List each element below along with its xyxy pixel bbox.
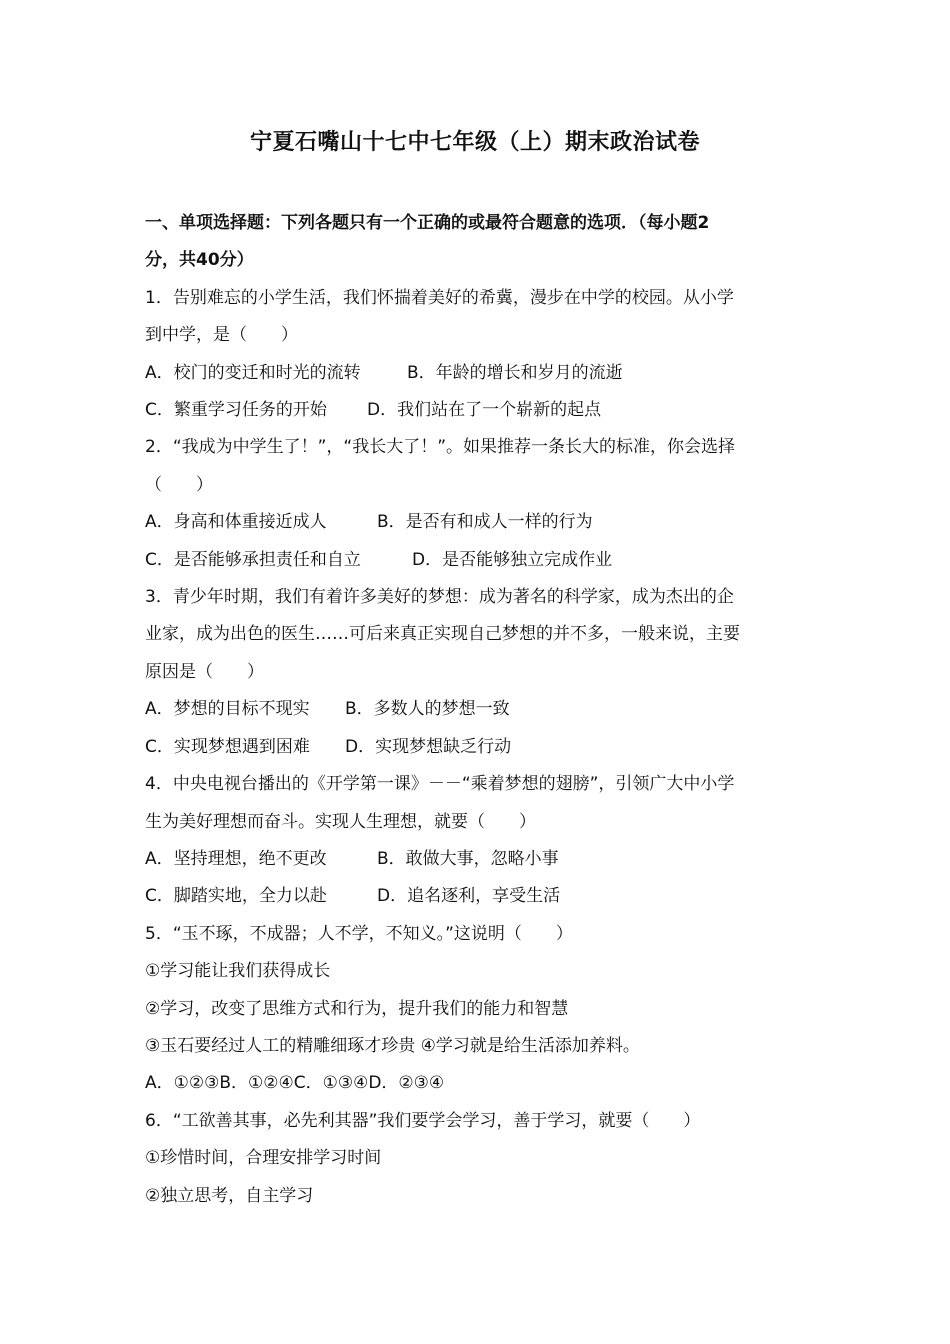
question-3-options-ab <box>145 691 810 728</box>
question-6-item-1: ①珍惜时间，合理安排学习时间 <box>145 1148 382 1169</box>
question-2-stem-cont: （ ） <box>145 474 213 495</box>
question-4-options-cd <box>145 878 810 915</box>
question-5-stem: 5．“玉不琢，不成器；人不学，不知义。”这说明（ ） <box>145 923 573 944</box>
question-4-options-ab <box>145 841 810 878</box>
question-1-option-d: D．我们站在了一个崭新的起点 <box>367 400 602 421</box>
question-2-option-d: D．是否能够独立完成作业 <box>412 549 613 570</box>
question-1-options-cd <box>145 392 810 429</box>
question-5-item-1: ①学习能让我们获得成长 <box>145 961 331 982</box>
question-3-options-cd <box>145 729 810 766</box>
question-4-option-d: D．追名逐利，享受生活 <box>377 886 561 907</box>
question-2-stem: 2．“我成为中学生了！”，“我长大了！”。如果推荐一条长大的标准，你会选择 <box>145 437 736 458</box>
question-3-stem-cont: 业家，成为出色的医生……可后来真正实现自己梦想的并不多，一般来说，主要 <box>145 624 740 645</box>
question-1-stem-cont: 到中学，是（ ） <box>145 325 298 346</box>
question-4-stem: 4．中央电视台播出的《开学第一课》－－“乘着梦想的翅膀”，引领广大中小学 <box>145 774 735 795</box>
question-3-stem: 3．青少年时期，我们有着许多美好的梦想：成为著名的科学家，成为杰出的企 <box>145 587 734 608</box>
question-1-stem: 1．告别难忘的小学生活，我们怀揣着美好的希冀，漫步在中学的校园。从小学 <box>145 287 734 308</box>
question-1-options-ab <box>145 355 810 392</box>
question-1-option-b: B．年龄的增长和岁月的流逝 <box>407 362 623 383</box>
question-3-option-b: B．多数人的梦想一致 <box>345 699 510 720</box>
question-3-option-d: D．实现梦想缺乏行动 <box>345 736 512 757</box>
question-4-stem-cont: 生为美好理想而奋斗。实现人生理想，就要（ ） <box>145 811 536 832</box>
question-5-item-3-4: ③玉石要经过人工的精雕细琢才珍贵 ④学习就是给生活添加养料。 <box>145 1035 640 1056</box>
question-3-option-a: A．梦想的目标不现实 <box>145 699 310 720</box>
question-6-item-2: ②独立思考，自主学习 <box>145 1185 314 1206</box>
section-heading: 一、单项选择题：下列各题只有一个正确的或最符合题意的选项．（每小题2 <box>145 213 710 233</box>
question-2-option-c: C．是否能够承担责任和自立 <box>145 549 361 570</box>
question-3-option-c: C．实现梦想遇到困难 <box>145 736 310 757</box>
question-2-options-ab <box>145 504 810 541</box>
question-2-option-a: A．身高和体重接近成人 <box>145 512 327 533</box>
question-3-stem-cont-2: 原因是（ ） <box>145 661 264 682</box>
question-4-option-b: B．敢做大事，忽略小事 <box>377 848 559 869</box>
exam-content <box>145 205 810 1215</box>
question-2-options-cd <box>145 542 810 579</box>
question-2-option-b: B．是否有和成人一样的行为 <box>377 512 593 533</box>
question-1-option-c: C．繁重学习任务的开始 <box>145 400 327 421</box>
question-6-stem: 6．“工欲善其事，必先利其器”我们要学会学习，善于学习，就要（ ） <box>145 1110 701 1131</box>
section-heading-cont: 分，共40分） <box>145 250 254 271</box>
question-4-option-a: A．坚持理想，绝不更改 <box>145 848 327 869</box>
page-title: 宁夏石嘴山十七中七年级（上）期末政治试卷 <box>249 130 700 155</box>
question-1-option-a: A．校门的变迁和时光的流转 <box>145 362 361 383</box>
question-5-options: A．①②③B．①②④C．①③④D．②③④ <box>145 1073 445 1094</box>
question-5-item-2: ②学习，改变了思维方式和行为，提升我们的能力和智慧 <box>145 998 569 1019</box>
question-4-option-c: C．脚踏实地，全力以赴 <box>145 886 327 907</box>
